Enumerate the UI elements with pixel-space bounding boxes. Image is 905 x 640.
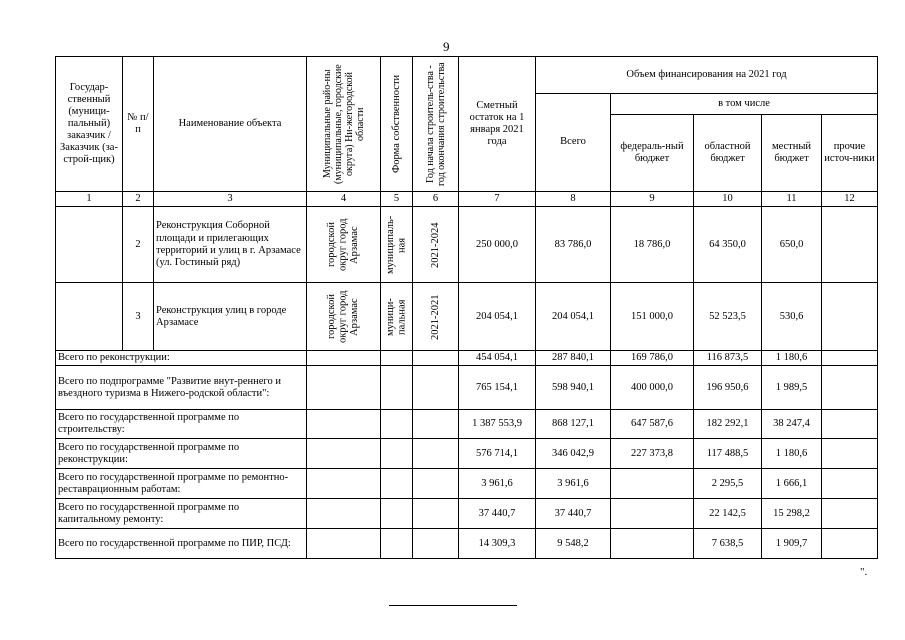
total-label: Всего по государственной программе по ПИР, ПСД: (56, 529, 307, 559)
total-row (56, 499, 878, 529)
ownership-cell (381, 283, 413, 351)
empty-cell (381, 410, 413, 439)
empty-cell (413, 410, 459, 439)
regional-value: 22 142,5 (694, 499, 762, 529)
header-including: в том числе (611, 94, 878, 115)
ownership-cell (381, 207, 413, 283)
empty-cell (381, 351, 413, 366)
header-years (413, 57, 459, 192)
header-total: Всего (536, 94, 611, 192)
column-number: 5 (381, 192, 413, 207)
empty-cell (307, 439, 381, 469)
header-number: № п/п (123, 57, 154, 192)
total-row (56, 529, 878, 559)
remainder-value: 204 054,1 (459, 283, 536, 351)
column-number: 12 (822, 192, 878, 207)
column-number: 3 (154, 192, 307, 207)
remainder-value: 250 000,0 (459, 207, 536, 283)
empty-cell (381, 469, 413, 499)
local-value: 1 180,6 (762, 439, 822, 469)
regional-value: 64 350,0 (694, 207, 762, 283)
total-label: Всего по государственной программе по капитальному ремонту: (56, 499, 307, 529)
total-label: Всего по подпрограмме "Развитие внут-реннего и въездного туризма в Нижего-родской области": (56, 366, 307, 410)
total-value: 868 127,1 (536, 410, 611, 439)
table-row (56, 207, 878, 283)
closing-quote-mark: ". (860, 566, 868, 578)
other-value (822, 499, 878, 529)
total-value: 37 440,7 (536, 499, 611, 529)
local-value: 1 180,6 (762, 351, 822, 366)
remainder-value: 37 440,7 (459, 499, 536, 529)
federal-value: 151 000,0 (611, 283, 694, 351)
empty-cell (413, 529, 459, 559)
local-value: 15 298,2 (762, 499, 822, 529)
other-value (822, 469, 878, 499)
total-value: 204 054,1 (536, 283, 611, 351)
total-value: 287 840,1 (536, 351, 611, 366)
total-row (56, 351, 878, 366)
local-value: 38 247,4 (762, 410, 822, 439)
header-district (307, 57, 381, 192)
row-number: 2 (123, 207, 154, 283)
column-number: 9 (611, 192, 694, 207)
total-label: Всего по государственной программе по ремонтно-реставрационным работам: (56, 469, 307, 499)
header-customer: Государ-ственный (муници-пальный) заказчик / Заказчик (за-строй-щик) (56, 57, 123, 192)
column-number: 10 (694, 192, 762, 207)
remainder-value: 454 054,1 (459, 351, 536, 366)
empty-cell (413, 351, 459, 366)
federal-value (611, 499, 694, 529)
footer-divider (389, 605, 517, 606)
column-number: 8 (536, 192, 611, 207)
total-row (56, 439, 878, 469)
header-district-text: Муниципальные райо-ны (муниципальные, городские округа) Ни-жегородской области (321, 64, 366, 184)
total-value: 83 786,0 (536, 207, 611, 283)
federal-value (611, 529, 694, 559)
district-text: городской округ город Арзамас (326, 218, 361, 271)
district-cell (307, 207, 381, 283)
regional-value: 182 292,1 (694, 410, 762, 439)
regional-value: 116 873,5 (694, 351, 762, 366)
local-value: 1 989,5 (762, 366, 822, 410)
header-local: местный бюджет (762, 115, 822, 192)
regional-value: 7 638,5 (694, 529, 762, 559)
empty-cell (307, 499, 381, 529)
regional-value: 2 295,5 (694, 469, 762, 499)
page-number: 9 (443, 39, 450, 54)
total-label: Всего по государственной программе по реконструкции: (56, 439, 307, 469)
other-value (822, 439, 878, 469)
federal-value: 169 786,0 (611, 351, 694, 366)
total-value: 9 548,2 (536, 529, 611, 559)
other-value (822, 410, 878, 439)
empty-cell (381, 499, 413, 529)
header-object-name: Наименование объекта (154, 57, 307, 192)
local-value: 650,0 (762, 207, 822, 283)
other-value (822, 529, 878, 559)
customer-cell (56, 283, 123, 351)
federal-value (611, 469, 694, 499)
federal-value: 400 000,0 (611, 366, 694, 410)
years-text: 2021-2021 (429, 293, 441, 340)
column-number: 1 (56, 192, 123, 207)
federal-value: 18 786,0 (611, 207, 694, 283)
district-cell (307, 283, 381, 351)
header-remainder: Сметный остаток на 1 января 2021 года (459, 57, 536, 192)
empty-cell (413, 499, 459, 529)
other-value (822, 283, 878, 351)
remainder-value: 765 154,1 (459, 366, 536, 410)
district-text: городской округ город Арзамас (326, 290, 361, 343)
header-years-text: Год начала строитель-ства - год окончания строительства (424, 62, 447, 186)
empty-cell (381, 529, 413, 559)
years-cell (413, 283, 459, 351)
empty-cell (307, 410, 381, 439)
total-row (56, 410, 878, 439)
ownership-text: муниципаль-ная (384, 215, 408, 274)
local-value: 1 666,1 (762, 469, 822, 499)
empty-cell (307, 469, 381, 499)
financing-table (55, 56, 878, 559)
remainder-value: 1 387 553,9 (459, 410, 536, 439)
empty-cell (381, 366, 413, 410)
header-ownership (381, 57, 413, 192)
row-number: 3 (123, 283, 154, 351)
header-federal: федераль-ный бюджет (611, 115, 694, 192)
remainder-value: 576 714,1 (459, 439, 536, 469)
object-name: Реконструкция Соборной площади и прилегающих территорий и улиц в г. Арзамасе (ул. Гостиный ряд) (154, 207, 307, 283)
total-label: Всего по государственной программе по строительству: (56, 410, 307, 439)
column-number: 11 (762, 192, 822, 207)
regional-value: 117 488,5 (694, 439, 762, 469)
table-row (56, 283, 878, 351)
empty-cell (413, 366, 459, 410)
regional-value: 52 523,5 (694, 283, 762, 351)
local-value: 1 909,7 (762, 529, 822, 559)
column-number: 7 (459, 192, 536, 207)
header-regional: областной бюджет (694, 115, 762, 192)
federal-value: 227 373,8 (611, 439, 694, 469)
total-row (56, 366, 878, 410)
header-funding: Объем финансирования на 2021 год (536, 57, 878, 94)
total-value: 3 961,6 (536, 469, 611, 499)
empty-cell (307, 529, 381, 559)
total-row (56, 469, 878, 499)
empty-cell (413, 439, 459, 469)
header-ownership-text: Форма собственности (390, 74, 402, 174)
object-name: Реконструкция улиц в городе Арзамасе (154, 283, 307, 351)
years-text: 2021-2024 (429, 221, 441, 268)
customer-cell (56, 207, 123, 283)
regional-value: 196 950,6 (694, 366, 762, 410)
other-value (822, 207, 878, 283)
remainder-value: 3 961,6 (459, 469, 536, 499)
total-value: 598 940,1 (536, 366, 611, 410)
other-value (822, 351, 878, 366)
column-numbers-row (56, 192, 878, 207)
local-value: 530,6 (762, 283, 822, 351)
column-number: 4 (307, 192, 381, 207)
other-value (822, 366, 878, 410)
years-cell (413, 207, 459, 283)
column-number: 6 (413, 192, 459, 207)
header-other: прочие источ-ники (822, 115, 878, 192)
empty-cell (381, 439, 413, 469)
column-number: 2 (123, 192, 154, 207)
federal-value: 647 587,6 (611, 410, 694, 439)
empty-cell (307, 366, 381, 410)
total-label: Всего по реконструкции: (56, 351, 307, 366)
empty-cell (307, 351, 381, 366)
remainder-value: 14 309,3 (459, 529, 536, 559)
total-value: 346 042,9 (536, 439, 611, 469)
ownership-text: муници-пальная (384, 297, 408, 336)
empty-cell (413, 469, 459, 499)
